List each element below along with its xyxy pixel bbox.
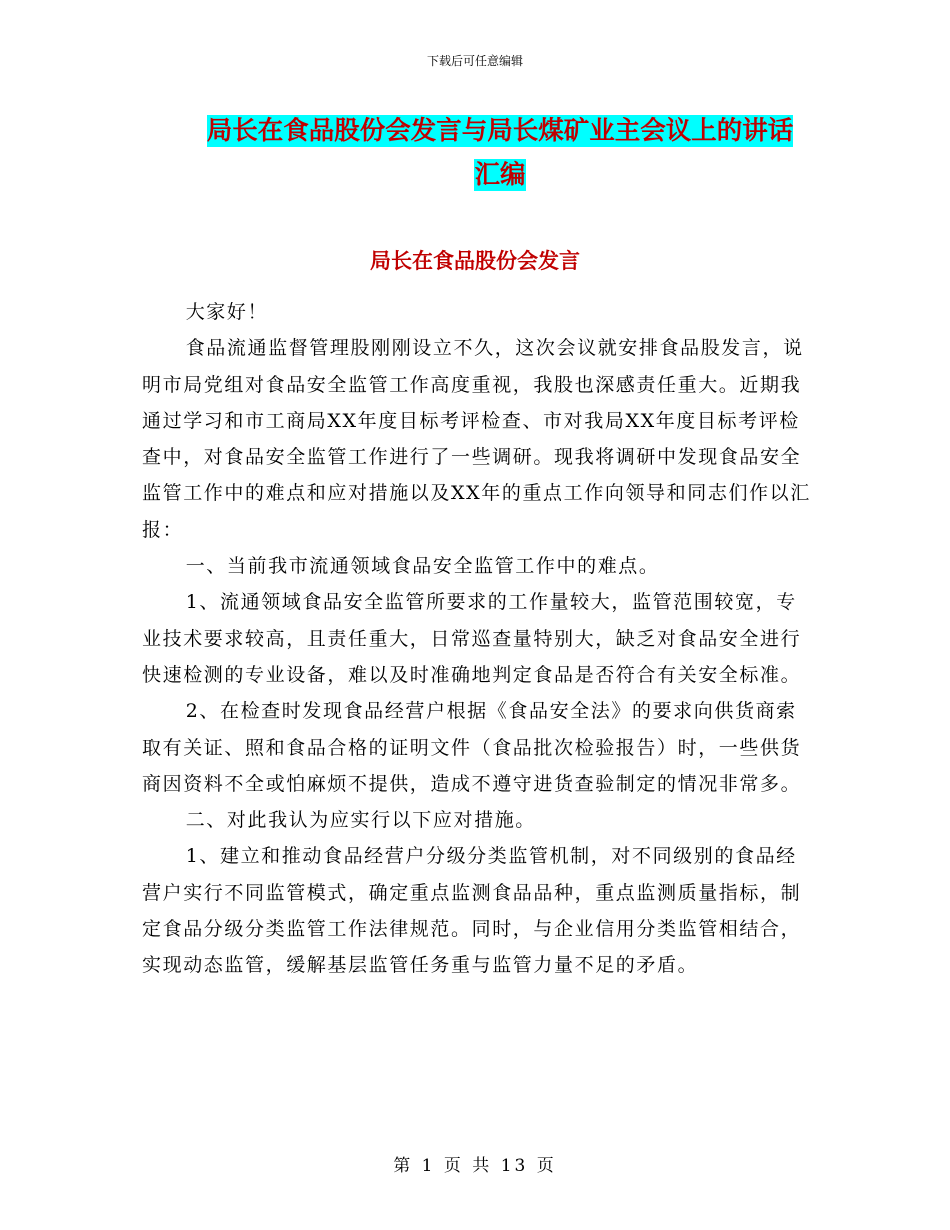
document-body — [142, 294, 814, 984]
paragraph-heading-difficulties: 一、当前我市流通领域食品安全监管工作中的难点。 — [185, 555, 660, 578]
section-title: 局长在食品股份会发言 — [370, 249, 580, 273]
page-header-note: 下载后可任意编辑 — [426, 54, 523, 68]
paragraph-measure-1: 1、建立和推动食品经营户分级分类监管机制，对不同级别的食品经营户实行不同监管模式，确定重点监测食品品种，重点监测质量指标，制定食品分级分类监管工作法律规范。同时，与企业信用分类监管相结合，实现动态监管，缓解基层监管任务重与监管力量不足的矛盾。 — [142, 845, 802, 977]
document-title-line-1: 局长在食品股份会发言与局长煤矿业主会议上的讲话 — [206, 116, 794, 146]
page-footer: 第 1 页 共 13 页 — [393, 1156, 557, 1176]
document-title — [140, 109, 860, 197]
document-title-line-2: 汇编 — [474, 160, 526, 190]
paragraph-difficulty-2: 2、在检查时发现食品经营户根据《食品安全法》的要求向供货商索取有关证、照和食品合格的证明文件（食品批次检验报告）时，一些供货商因资料不全或怕麻烦不提供，造成不遵守进货查验制定的情况非常多。 — [142, 700, 802, 795]
paragraph-intro: 食品流通监督管理股刚刚设立不久，这次会议就安排食品股发言，说明市局党组对食品安全监管工作高度重视，我股也深感责任重大。近期我通过学习和市工商局XX年度目标考评检查、市对我局XX年度目标考评检查中，对食品安全监管工作进行了一些调研。现我将调研中发现食品安全监管工作中的难点和应对措施以及XX年的重点工作向领导和同志们作以汇报： — [142, 337, 811, 541]
paragraph-difficulty-1: 1、流通领域食品安全监管所要求的工作量较大，监管范围较宽，专业技术要求较高，且责任重大，日常巡查量特别大，缺乏对食品安全进行快速检测的专业设备，难以及时准确地判定食品是否符合有关安全标准。 — [142, 591, 802, 686]
paragraph-greeting: 大家好！ — [185, 301, 269, 323]
paragraph-heading-measures: 二、对此我认为应实行以下应对措施。 — [185, 809, 536, 832]
